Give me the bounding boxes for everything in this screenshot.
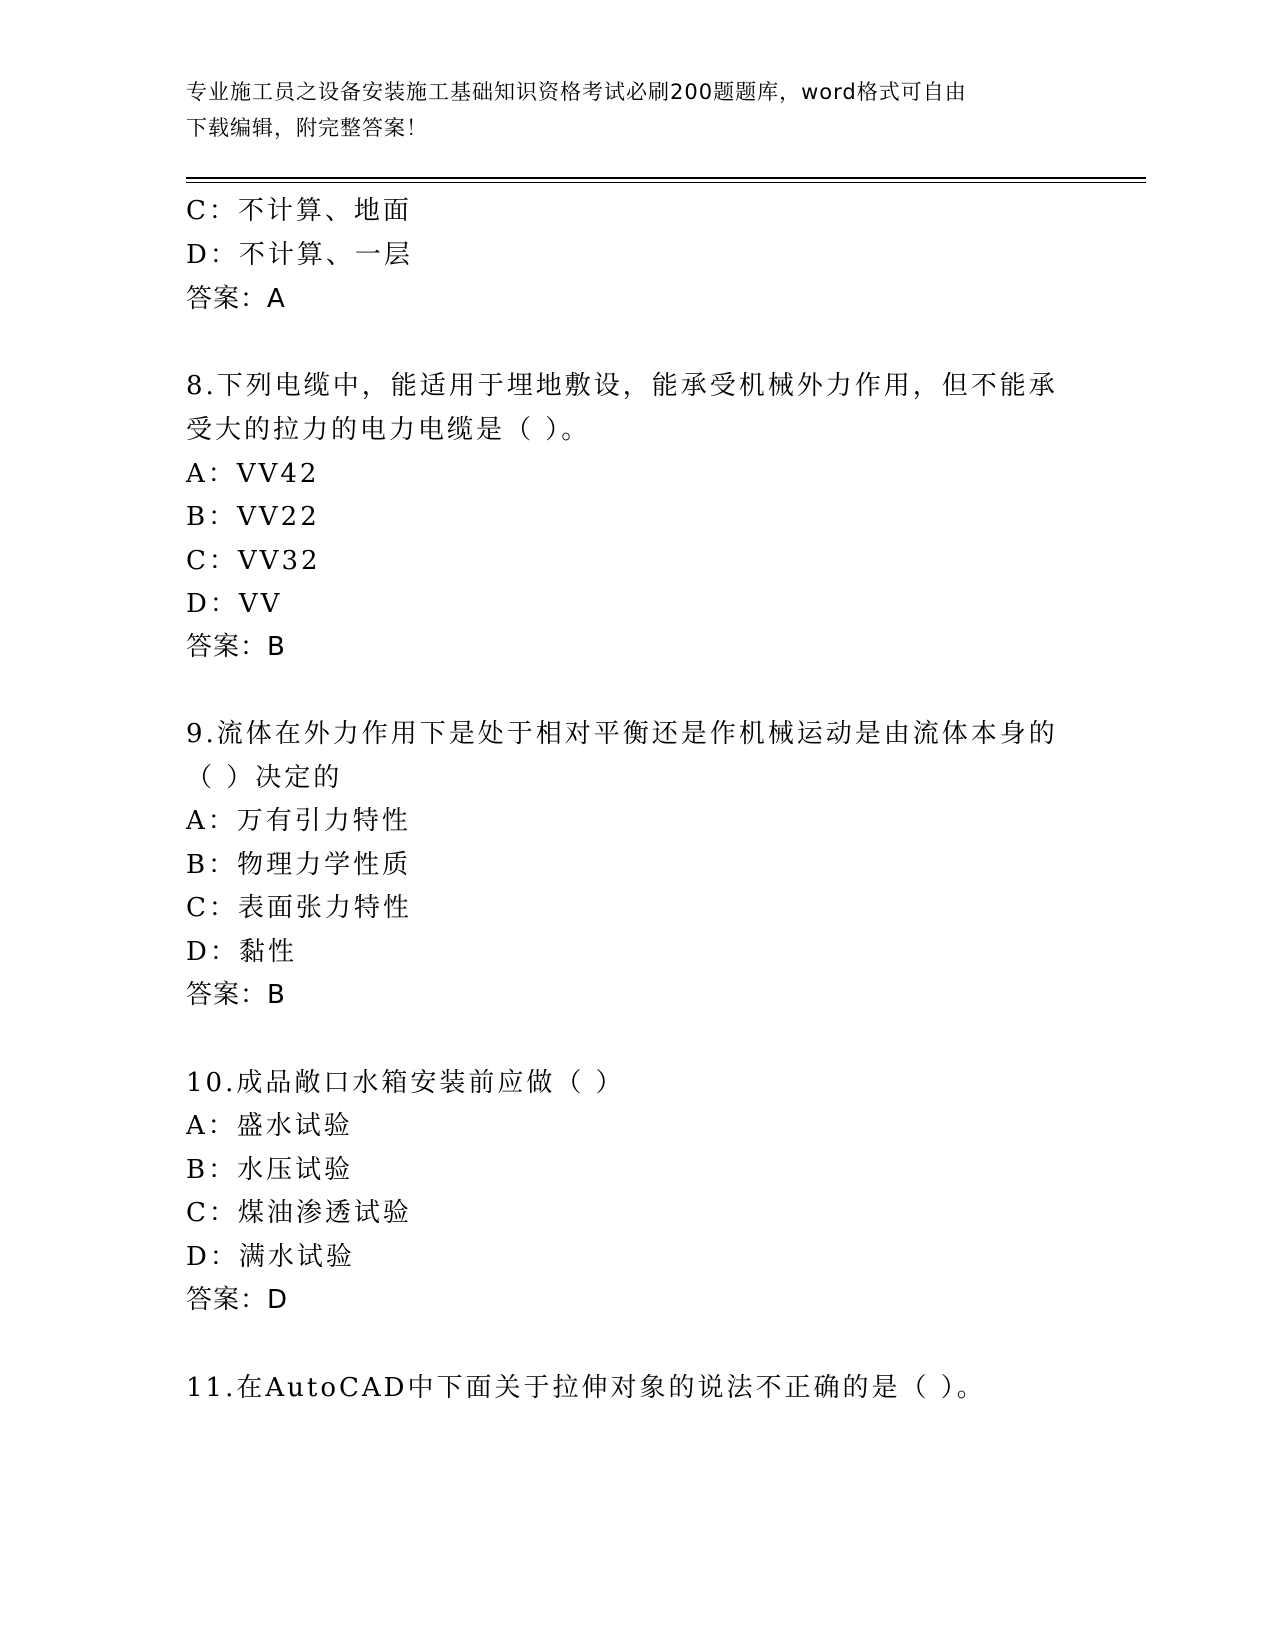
q9-option-a: A：万有引力特性 [186,806,411,836]
q10-option-c: C：煤油渗透试验 [186,1198,412,1228]
q8-option-c: C：VV32 [186,546,321,576]
page-header [186,74,1066,146]
q8-stem-line-2: 受大的拉力的电力电缆是（ ）。 [186,415,591,445]
q9-stem-line-1: 9.流体在外力作用下是处于相对平衡还是作机械运动是由流体本身的 [186,719,1058,749]
q11-stem: 11.在AutoCAD中下面关于拉伸对象的说法不正确的是（ ）。 [186,1373,986,1403]
q9-option-c: C：表面张力特性 [186,893,412,923]
q8-option-d: D：VV [186,589,283,619]
header-divider-thick [186,177,1146,179]
q8-stem-line-1: 8.下列电缆中，能适用于埋地敷设，能承受机械外力作用，但不能承 [186,371,1058,401]
q9-stem-line-2: （ ）决定的 [186,763,343,793]
q7-option-d: D：不计算、一层 [186,240,413,270]
q9-option-d: D：黏性 [186,937,297,967]
q7-option-c: C：不计算、地面 [186,196,412,226]
q8-answer: 答案：B [186,632,286,662]
q10-option-b: B：水压试验 [186,1155,354,1185]
q10-stem: 10.成品敞口水箱安装前应做（ ） [186,1068,625,1098]
header-divider-thin [186,182,1146,183]
q8-option-b: B：VV22 [186,502,320,532]
q9-option-b: B：物理力学性质 [186,850,412,880]
q10-answer: 答案：D [186,1285,289,1315]
q10-option-a: A：盛水试验 [186,1111,353,1141]
header-title-line-2: 下载编辑，附完整答案！ [186,116,428,140]
q8-option-a: A：VV42 [186,459,320,489]
header-title-line-1: 专业施工员之设备安装施工基础知识资格考试必刷200题题库，word格式可自由 [186,80,967,104]
q7-answer: 答案：A [186,284,286,314]
q9-answer: 答案：B [186,980,286,1010]
q10-option-d: D：满水试验 [186,1242,355,1272]
